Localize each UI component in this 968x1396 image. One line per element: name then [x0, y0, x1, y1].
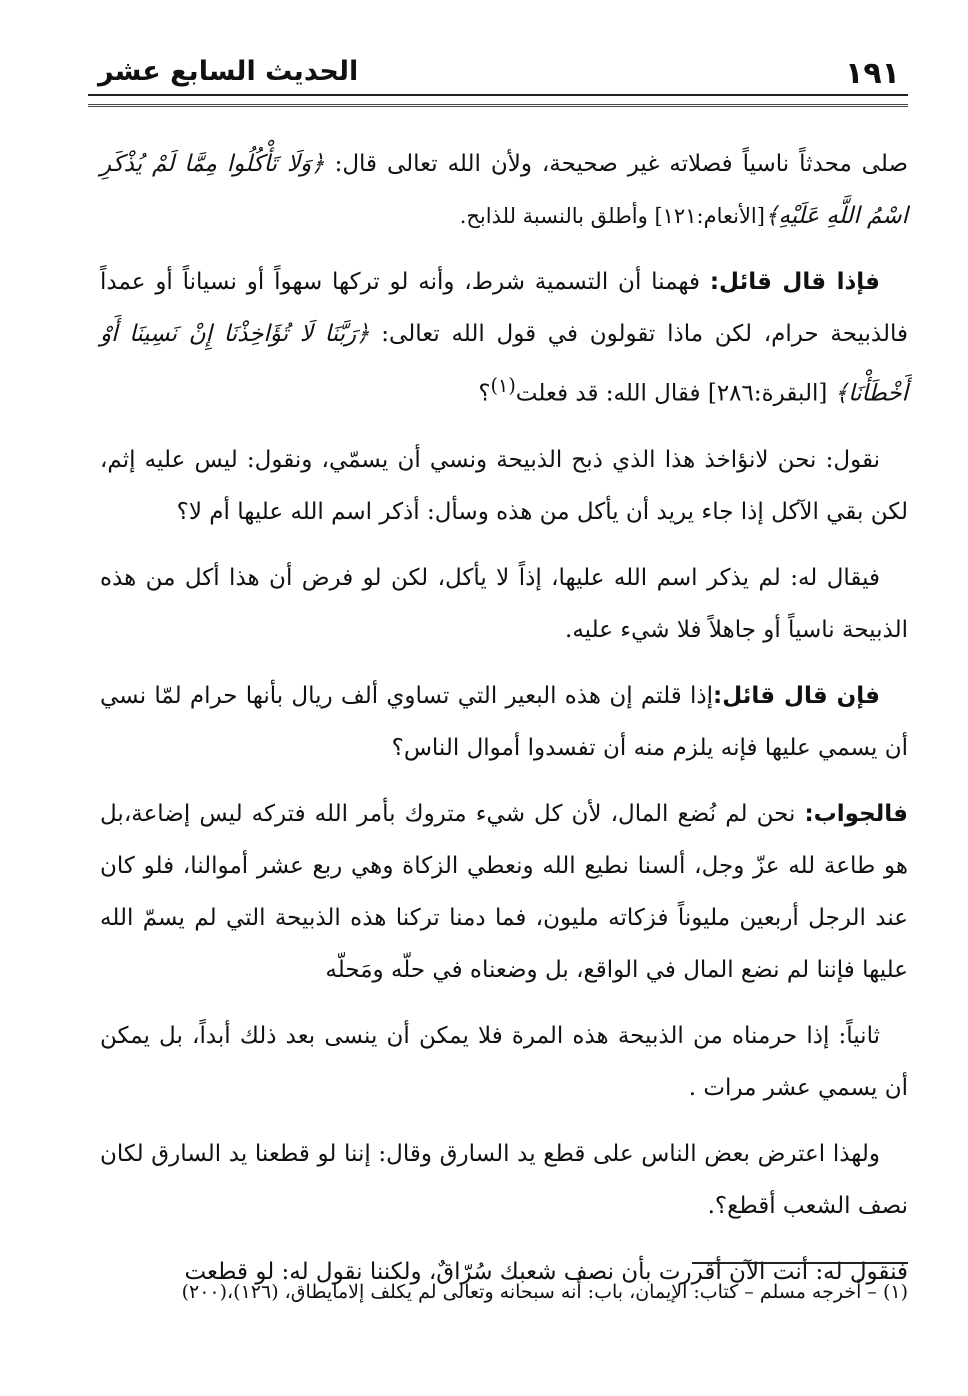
paragraph-text: إذا قلتم إن هذه البعير التي تساوي ألف ريال بأنها حرام لمّا نسي أن يسمي عليها فإنه يلزم منه أن تفسدوا أموال الناس؟ — [100, 682, 908, 761]
paragraph-text: أنت الآن أقررت بأن نصف شعبك سُرّاقٌ، ولكننا نقول له: لو قطعت — [184, 1258, 816, 1285]
paragraph-text: لم يذكر اسم الله عليها، إذاً لا يأكل، لكن لو فرض أن هذا أكل من هذه الذبيحة ناسياً أو جاهلاً فلا شيء عليه. — [100, 564, 908, 643]
paragraph-8 — [100, 1128, 908, 1232]
paragraph-3 — [100, 434, 908, 538]
page-number: ١٩١ — [845, 56, 900, 91]
paragraph-6 — [100, 788, 908, 996]
quran-verse: ﴿رَبَّنَا لَا تُؤَاخِذْنَا إِنْ نَسِينَا أَوْ أَخْطَأْنَا﴾ — [100, 321, 908, 407]
paragraph-2 — [100, 256, 908, 420]
paragraph-lead: ثانياً: — [838, 1022, 880, 1049]
paragraph-lead: فنقول له: — [815, 1258, 908, 1285]
footnote-divider — [692, 1262, 908, 1264]
paragraph-text: نحن لانؤاخذ هذا الذي ذبح الذبيحة ونسي أن يسمّي، ونقول: ليس عليه إثم، لكن بقي الآكل إذا جاء يريد أن يأكل من هذه وسأل: أذكر اسم الله عليها أم لا؟ — [100, 446, 908, 525]
paragraph-text: صلى محدثاً ناسياً فصلاته غير صحيحة، ولأن الله تعالى قال: — [324, 151, 908, 177]
paragraph-text: نحن لم نُضع المال، لأن كل شيء متروك بأمر الله فتركه ليس إضاعة،بل هو طاعة لله عزّ وجل، ألسنا نطيع الله ونعطي الزكاة وهي ربع عشر أموالنا، فلو كان عند الرجل أربعين مليوناً فزكاته مليون، فما دمنا تركنا هذه الذبيحة التي لم يسمّ الله عليها فإننا لم نضع المال في الواقع، بل وضعناه في حلّه ومَحلّه — [100, 800, 908, 983]
paragraph-text: إذا حرمناه من الذبيحة هذه المرة فلا يمكن أن ينسى بعد ذلك أبداً، بل يمكن أن يسمي عشر مرات . — [100, 1022, 908, 1101]
paragraph-lead: فالجواب: — [804, 800, 908, 827]
paragraph-lead: فإن قال قائل: — [713, 682, 880, 709]
paragraph-end: ؟ — [478, 380, 491, 407]
page-body — [100, 138, 908, 1312]
paragraph-text: اعترض بعض الناس على قطع يد السارق وقال: إننا لو قطعنا يد السارق لكان نصف الشعب أقطع؟. — [100, 1140, 908, 1219]
paragraph-lead: ولهذا — [832, 1140, 880, 1167]
footnote: (١) – أخرجه مسلم – كتاب: الإيمان، باب: أنه سبحانه وتعالى لم يكلف إلامايطاق، (١٢٦)،(٢٠٠) — [181, 1281, 908, 1303]
page-header — [88, 54, 908, 94]
quran-verse: ﴿وَلَا تَأْكُلُوا مِمَّا لَمْ يُذْكَرِ اسْمُ اللَّهِ عَلَيْهِ﴾ — [100, 151, 908, 229]
paragraph-lead: فإذا قال قائل: — [709, 269, 880, 295]
paragraph-5 — [100, 670, 908, 774]
paragraph-text: فهمنا أن التسمية شرط، وأنه لو تركها سهواً أو نسياناً أو عمداً فالذبيحة حرام، لكن ماذا تقولون في قول الله تعالى: — [100, 269, 908, 347]
paragraph-lead: فيقال له: — [790, 564, 881, 591]
verse-reference: [الأنعام:١٢١] وأطلق بالنسبة للذابح. — [459, 204, 765, 228]
chapter-title: الحديث السابع عشر — [98, 56, 359, 87]
paragraph-7 — [100, 1010, 908, 1114]
paragraph-lead: نقول: — [825, 446, 880, 473]
paragraph-1 — [100, 138, 908, 242]
header-divider — [88, 94, 908, 107]
paragraph-4 — [100, 552, 908, 656]
paragraph-text-after: [البقرة:٢٨٦] فقال الله: قد فعلت — [515, 380, 835, 407]
footnote-marker[interactable]: (١) — [490, 374, 516, 397]
